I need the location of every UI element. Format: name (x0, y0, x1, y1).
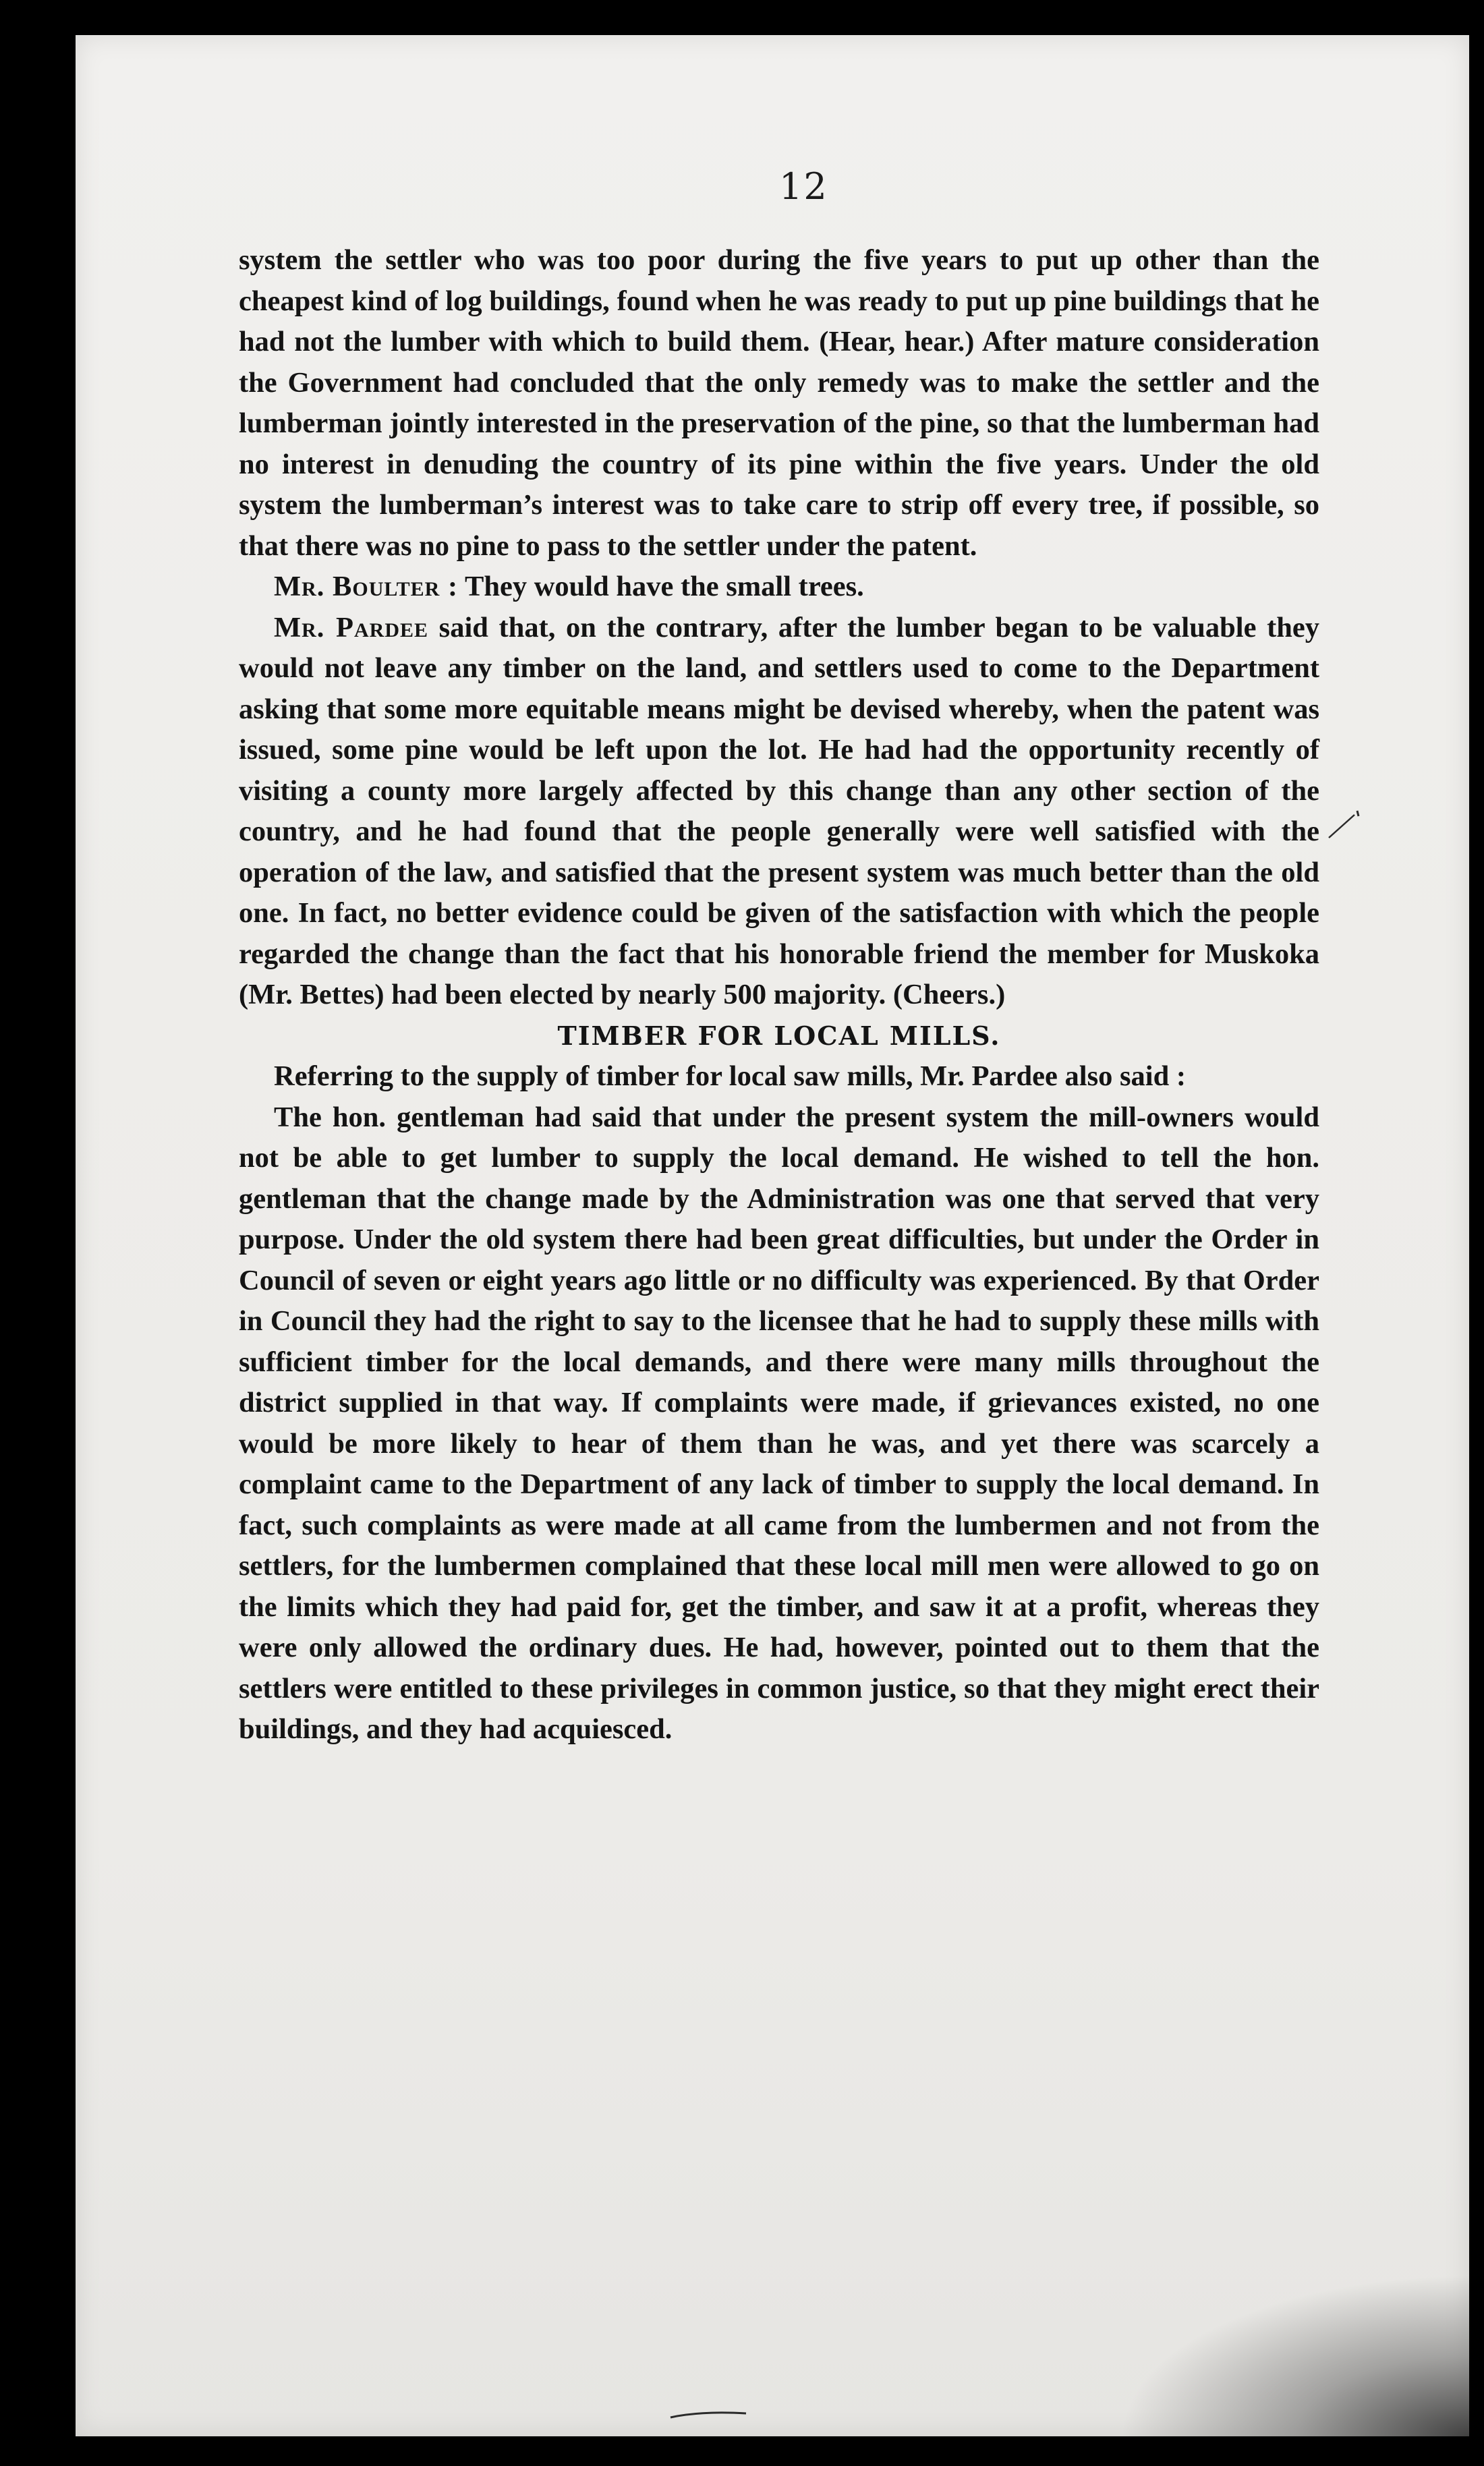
paragraph-referring (239, 1056, 1319, 1097)
bottom-ink-mark (668, 2408, 749, 2421)
speaker-name: Mr. Boulter : (274, 571, 459, 602)
paragraph-text: system the settler who was too poor during the five years to put up other than the cheapest kind of log buildings, found when he was ready to put up pine buildings that he had not the lumber with which to build them. (Hear, hear.) After mature consideration the Government had concluded that the only remedy was to make the settler and the lumberman jointly interested in the preservation of the pine, so that the lumberman had no interest in denuding the country of its pine within the five years. Under the old system the lumberman’s interest was to take care to strip off every tree, if possible, so that there was no pine to pass to the settler under the patent. (239, 244, 1319, 562)
page-number: 12 (779, 165, 828, 208)
speaker-name: Mr. Pardee (274, 611, 429, 643)
paragraph-text: said that, on the contrary, after the lumber began to be valuable they would not leave any timber on the land, and settlers used to come to the Department asking that some more equitable means might be devised whereby, when the patent was issued, some pine would be left upon the lot. He had had the opportunity recently of visiting a county more largely affected by this change than any other section of the country, and he had found that the people generally were well satisfied with the operation of the law, and satisfied that the present system was much better than the old one. In fact, no better evidence could be given of the satisfaction with which the people regarded the change than the fact that his honorable friend the member for Muskoka (Mr. Bettes) had been elected by nearly 500 majority. (Cheers.) (239, 611, 1319, 1010)
page-corner-stain (1118, 2274, 1469, 2436)
body-text (239, 240, 1319, 1750)
paragraph-continuation (239, 240, 1319, 567)
margin-pencil-mark (1328, 807, 1361, 840)
paragraph-hon-gentleman (239, 1097, 1319, 1750)
paragraph-text: Referring to the supply of timber for local saw mills, Mr. Pardee also said : (274, 1060, 1186, 1092)
paragraph-boulter (239, 567, 1319, 608)
paragraph-text: They would have the small trees. (458, 571, 864, 602)
paragraph-pardee (239, 608, 1319, 1016)
section-heading: TIMBER FOR LOCAL MILLS. (557, 1020, 1001, 1051)
paragraph-text: The hon. gentleman had said that under the present system the mill-owners would not be able to get lumber to supply the local demand. He wished to tell the hon. gentleman that the change made by the Administration was one that served that very purpose. Under the old system there had been great difficulties, but under the Order in Council of seven or eight years ago little or no difficulty was experienced. By that Order in Council they had the right to say to the licensee that he had to supply these mills with sufficient timber for the local demands, and there were many mills throughout the district supplied in that way. If complaints were made, if grievances existed, no one would be more likely to hear of them than he was, and yet there was scarcely a complaint came to the Department of any lack of timber to supply the local demand. In fact, such complaints as were made at all came from the lumbermen and not from the settlers, for the lumbermen complained that these local mill men were allowed to go on the limits which they had paid for, get the timber, and saw it at a profit, whereas they were only allowed the ordinary dues. He had, however, pointed out to them that the settlers were entitled to these privileges in common justice, so that they might erect their buildings, and they had acquiesced. (239, 1101, 1319, 1745)
